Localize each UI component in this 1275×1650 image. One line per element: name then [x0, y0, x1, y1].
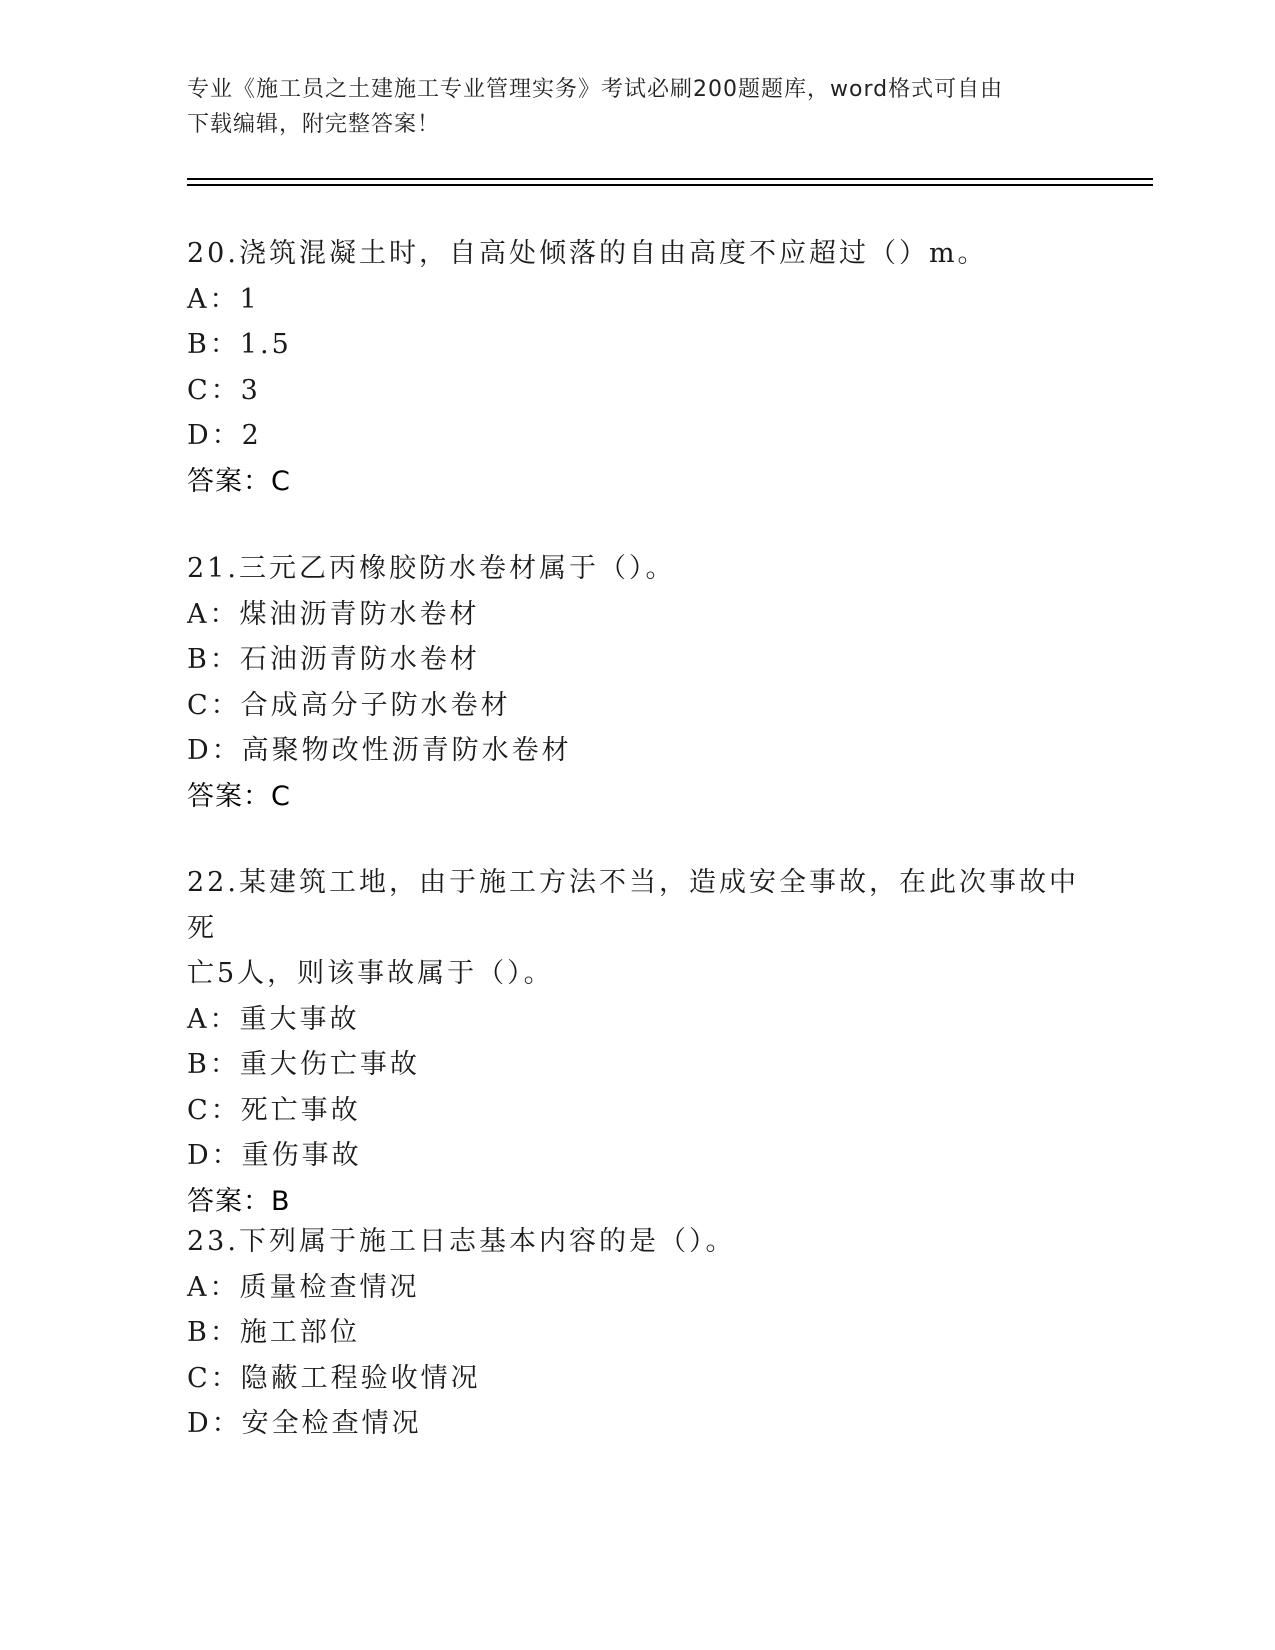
- question-21: [187, 546, 1087, 819]
- question-stem: 21.三元乙丙橡胶防水卷材属于（）。: [187, 553, 676, 584]
- header-line-2: 下载编辑，附完整答案！: [187, 112, 441, 137]
- option-d: D：安全检查情况: [187, 1408, 422, 1439]
- header-line-1: 专业《施工员之土建施工专业管理实务》考试必刷200题题库，word格式可自由: [187, 77, 1004, 102]
- option-b: B：施工部位: [187, 1317, 360, 1348]
- question-stem-line-2: 亡5人，则该事故属于（）。: [187, 958, 554, 989]
- header-divider-top: [187, 178, 1153, 180]
- question-23: [187, 1219, 1087, 1447]
- option-c: C：隐蔽工程验收情况: [187, 1362, 481, 1394]
- option-c: C：死亡事故: [187, 1094, 361, 1126]
- question-stem: 23.下列属于施工日志基本内容的是（）。: [187, 1226, 736, 1257]
- option-d: D：重伤事故: [187, 1140, 362, 1171]
- option-b: B：重大伤亡事故: [187, 1049, 420, 1080]
- header-divider-bottom: [187, 184, 1153, 186]
- answer-text: 答案：C: [187, 465, 291, 497]
- document-header: [187, 72, 1087, 142]
- question-stem-line-1: 22.某建筑工地，由于施工方法不当，造成安全事故，在此次事故中死: [187, 867, 1079, 944]
- option-a: A：煤油沥青防水卷材: [187, 598, 480, 630]
- option-b: B：石油沥青防水卷材: [187, 644, 480, 675]
- question-20: [187, 231, 1087, 504]
- option-a: A：1: [187, 283, 260, 315]
- option-a: A：质量检查情况: [187, 1271, 420, 1303]
- option-d: D：高聚物改性沥青防水卷材: [187, 735, 572, 766]
- question-22: [187, 860, 1087, 1224]
- option-c: C：3: [187, 374, 261, 406]
- answer-text: 答案：B: [187, 1185, 291, 1217]
- option-a: A：重大事故: [187, 1003, 360, 1035]
- question-stem: 20.浇筑混凝土时，自高处倾落的自由高度不应超过（）m。: [187, 238, 988, 269]
- option-c: C：合成高分子防水卷材: [187, 689, 511, 721]
- answer-text: 答案：C: [187, 780, 291, 812]
- option-d: D：2: [187, 420, 262, 451]
- option-b: B：1.5: [187, 329, 292, 360]
